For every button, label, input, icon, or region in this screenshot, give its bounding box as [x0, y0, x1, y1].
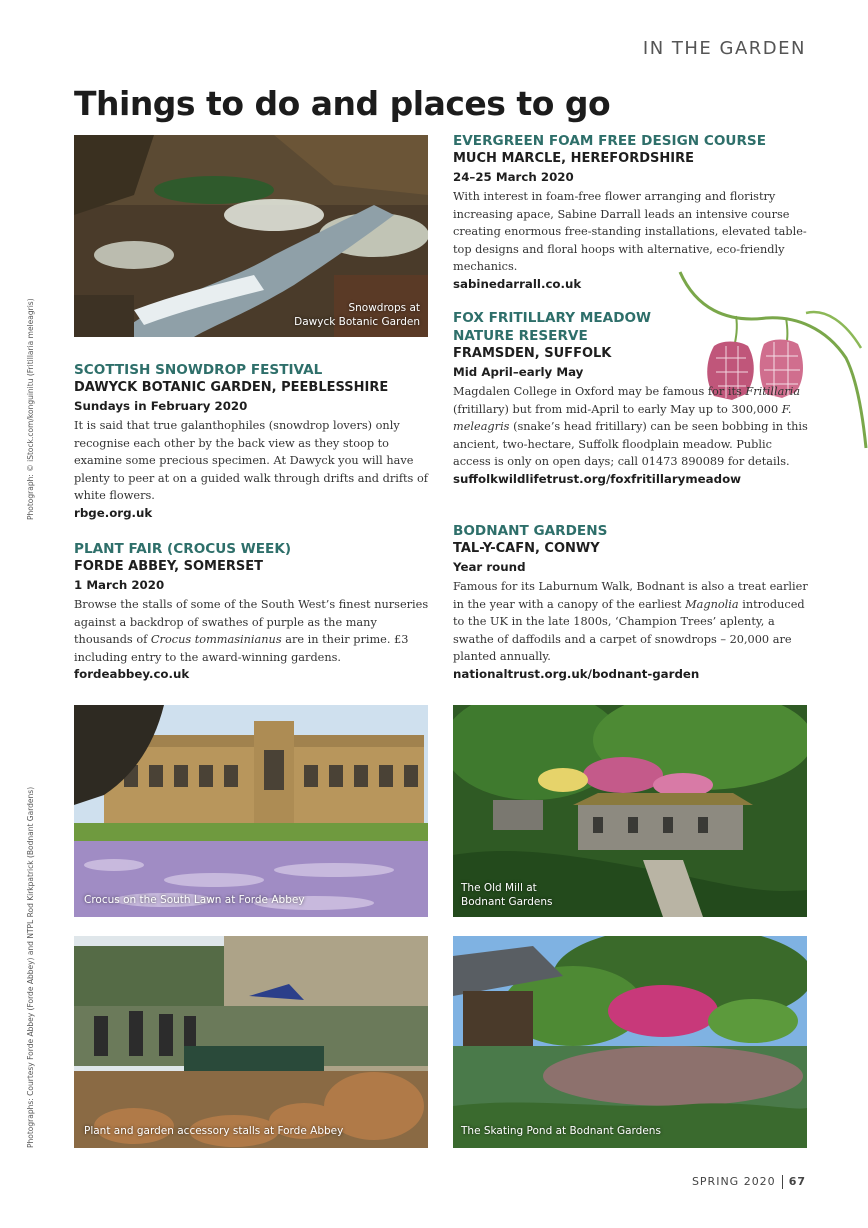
event-link[interactable]: sabinedarrall.co.uk: [453, 276, 582, 291]
event-title: PLANT FAIR (CROCUS WEEK): [74, 541, 292, 557]
event-description: With interest in foam-free flower arranging and floristry increasing apace, Sabine Darrall leads an intensive course creating enormous free-standing installations, elevated table-top designs and floral hoops with alternative, eco-friendly mechanics.: [453, 190, 807, 274]
description-part: (snake’s head fritillary) can be seen bobbing in this ancient, two-hectare, Suffolk floodplain meadow. Public access is only on open days; call 01473 890089 for details.: [453, 420, 808, 469]
event-date: Year round: [453, 560, 526, 574]
stalls-caption: Plant and garden accessory stalls at Forde Abbey: [84, 1125, 344, 1137]
event-title-line2: NATURE RESERVE: [453, 328, 588, 344]
old-mill-caption-line2: Bodnant Gardens: [461, 896, 553, 908]
skating-pond-photo: [453, 936, 807, 1148]
crocus-photo: [74, 705, 428, 917]
event-location: TAL-Y-CAFN, CONWY: [453, 541, 600, 556]
event-fox-fritillary: [453, 309, 809, 488]
description-italic: Fritillaria: [745, 385, 801, 398]
description-part: are in their prime. £3 including entry to the award-winning gardens.: [74, 633, 409, 664]
event-location: DAWYCK BOTANIC GARDEN, PEEBLESSHIRE: [74, 380, 389, 395]
event-date: Sundays in February 2020: [74, 399, 248, 413]
event-snowdrop-festival: [74, 361, 430, 522]
snowdrops-photo: [74, 135, 428, 337]
event-link[interactable]: fordeabbey.co.uk: [74, 667, 190, 682]
page-number: 67: [788, 1175, 806, 1188]
description-part: introduced to the UK in the late 1800s, ‘Champion Trees’ aplenty, a swathe of daffodils and a carpet of snowdrops – 20,000 are planted annually.: [453, 597, 805, 664]
event-description: It is said that true galanthophiles (snowdrop lovers) only recognise each other by the back view as they stoop to examine some precious specimen. At Dawyck you will have plenty to peer at on a guided walk through drifts and drifts of white flowers.: [74, 419, 428, 503]
event-location: MUCH MARCLE, HEREFORDSHIRE: [453, 151, 694, 166]
description-part: Magdalen College in Oxford may be famous for its: [453, 385, 746, 398]
event-title: EVERGREEN FOAM FREE DESIGN COURSE: [453, 133, 766, 149]
description-part: Famous for its Laburnum Walk, Bodnant is also a treat earlier in the year with a canopy of the earliest: [453, 580, 808, 611]
event-description: [453, 578, 809, 666]
description-italic: Magnolia: [685, 597, 739, 611]
event-title: BODNANT GARDENS: [453, 523, 608, 539]
event-bodnant-gardens: [453, 522, 809, 683]
description-italic: Crocus tommasinianus: [150, 633, 282, 647]
event-description: [74, 596, 430, 666]
section-label: IN THE GARDEN: [642, 38, 806, 59]
event-link[interactable]: rbge.org.uk: [74, 505, 153, 520]
snowdrops-caption-line1: Snowdrops at: [348, 302, 420, 314]
event-location: FRAMSDEN, SUFFOLK: [453, 346, 612, 361]
event-title: SCOTTISH SNOWDROP FESTIVAL: [74, 362, 323, 378]
issue-label: SPRING 2020: [691, 1175, 776, 1188]
page-title: Things to do and places to go: [74, 84, 611, 123]
stalls-photo: [74, 936, 428, 1148]
description-italic: F. meleagris: [453, 402, 792, 434]
old-mill-caption: [461, 881, 552, 909]
old-mill-photo: [453, 705, 807, 917]
snowdrops-caption-line2: Dawyck Botanic Garden: [294, 316, 420, 328]
snowdrops-caption: [294, 301, 420, 329]
event-foam-free-course: [453, 132, 809, 293]
description-part: (fritillary) but from mid-April to early May up to 300,000: [453, 402, 782, 416]
event-date: Mid April–early May: [453, 365, 584, 379]
event-description: [453, 383, 809, 471]
page-folio: [692, 1175, 806, 1189]
event-title-line1: FOX FRITILLARY MEADOW: [453, 310, 652, 326]
event-link[interactable]: nationaltrust.org.uk/bodnant-garden: [453, 666, 700, 681]
photo-credit-top: Photograph: © iStock.com/konguinitu (Fritillaria meleagris): [26, 298, 35, 520]
event-link[interactable]: suffolkwildlifetrust.org/foxfritillarymeadow: [453, 471, 742, 486]
skating-pond-caption: The Skating Pond at Bodnant Gardens: [461, 1125, 661, 1137]
event-location: FORDE ABBEY, SOMERSET: [74, 559, 263, 574]
event-date: 1 March 2020: [74, 578, 165, 592]
photo-credit-bottom: Photographs: Courtesy Forde Abbey (Forde Abbey) and NTPL Rod Kirkpatrick (Bodnant Gardens): [26, 786, 35, 1148]
old-mill-caption-line1: The Old Mill at: [461, 882, 537, 894]
event-plant-fair: [74, 540, 430, 683]
event-date: 24–25 March 2020: [453, 170, 574, 184]
folio-divider: [782, 1175, 783, 1189]
crocus-caption: Crocus on the South Lawn at Forde Abbey: [84, 894, 305, 906]
description-part: Browse the stalls of some of the South West’s finest nurseries against a backdrop of swathes of purple as the many thousands of: [74, 598, 429, 647]
